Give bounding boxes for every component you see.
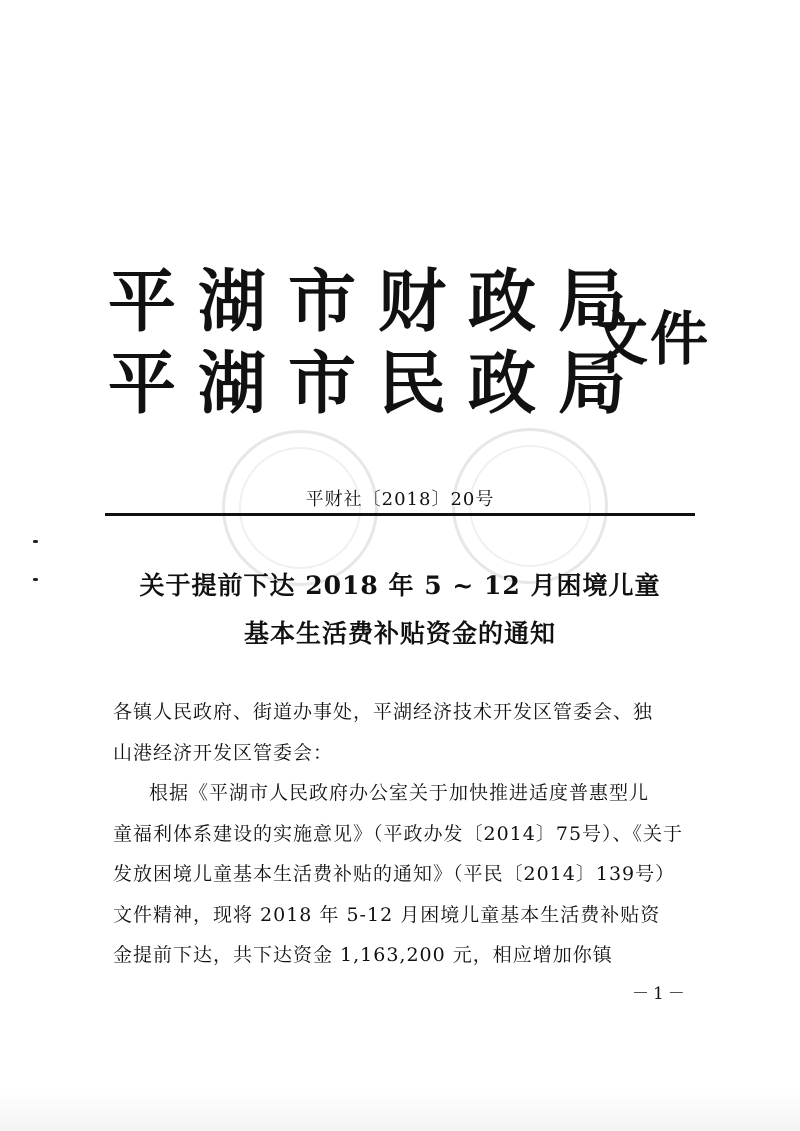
document-number: 平财社〔2018〕20号 [305, 489, 495, 510]
scan-mark [33, 540, 38, 543]
issuing-authorities [108, 262, 648, 426]
body-line: 童福利体系建设的实施意见》（平政办发〔2014〕75号）、《关于 [113, 822, 684, 845]
scan-edge [0, 1090, 800, 1131]
body-line: 山港经济开发区管委会： [113, 741, 334, 764]
issuer-civil-affairs-bureau: 平湖市民政局 [108, 345, 649, 424]
notice-title-line2: 基本生活费补贴资金的通知 [243, 619, 556, 648]
body-line: 根据《平湖市人民政府办公室关于加快推进适度普惠型儿 [149, 782, 650, 804]
notice-body [113, 692, 713, 976]
body-line: 发放困境儿童基本生活费补贴的通知》（平民〔2014〕139号） [113, 863, 676, 885]
issuer-finance-bureau: 平湖市财政局 [108, 263, 649, 342]
body-line: 文件精神，现将 2018 年 5-12 月困境儿童基本生活费补贴资 [113, 903, 661, 926]
notice-title-line1: 关于提前下达 2018 年 5 ~ 12 月困境儿童 [139, 571, 661, 600]
body-line: 金提前下达，共下达资金 1,163,200 元，相应增加你镇 [113, 944, 613, 966]
page-number: －1－ [632, 984, 689, 1004]
body-line: 各镇人民政府、街道办事处，平湖经济技术开发区管委会、独 [113, 701, 654, 723]
document-label: 文件 [590, 305, 711, 373]
header-divider [105, 513, 695, 516]
